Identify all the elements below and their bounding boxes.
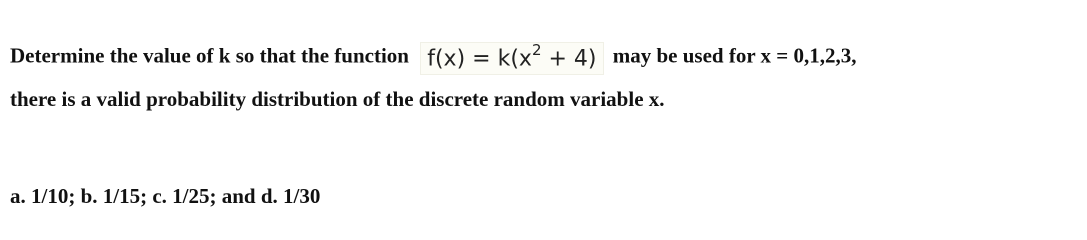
formula-rhs-start: k(x [497,46,532,72]
question-line-2: there is a valid probability distribution of the discrete random variable x. [10,87,665,111]
formula-equals: = [472,46,491,72]
question-text-start: Determine the value of k so that the function [10,43,409,68]
formula-rhs-end: + 4) [548,46,597,72]
question-text-end: may be used for x = 0,1,2,3, [612,43,857,68]
question-line-1 [10,39,857,72]
function-formula [420,42,603,75]
formula-lhs: f(x) [427,46,466,72]
answer-choices: a. 1/10; b. 1/15; c. 1/25; and d. 1/30 [10,184,321,208]
formula-exponent: 2 [531,41,542,59]
